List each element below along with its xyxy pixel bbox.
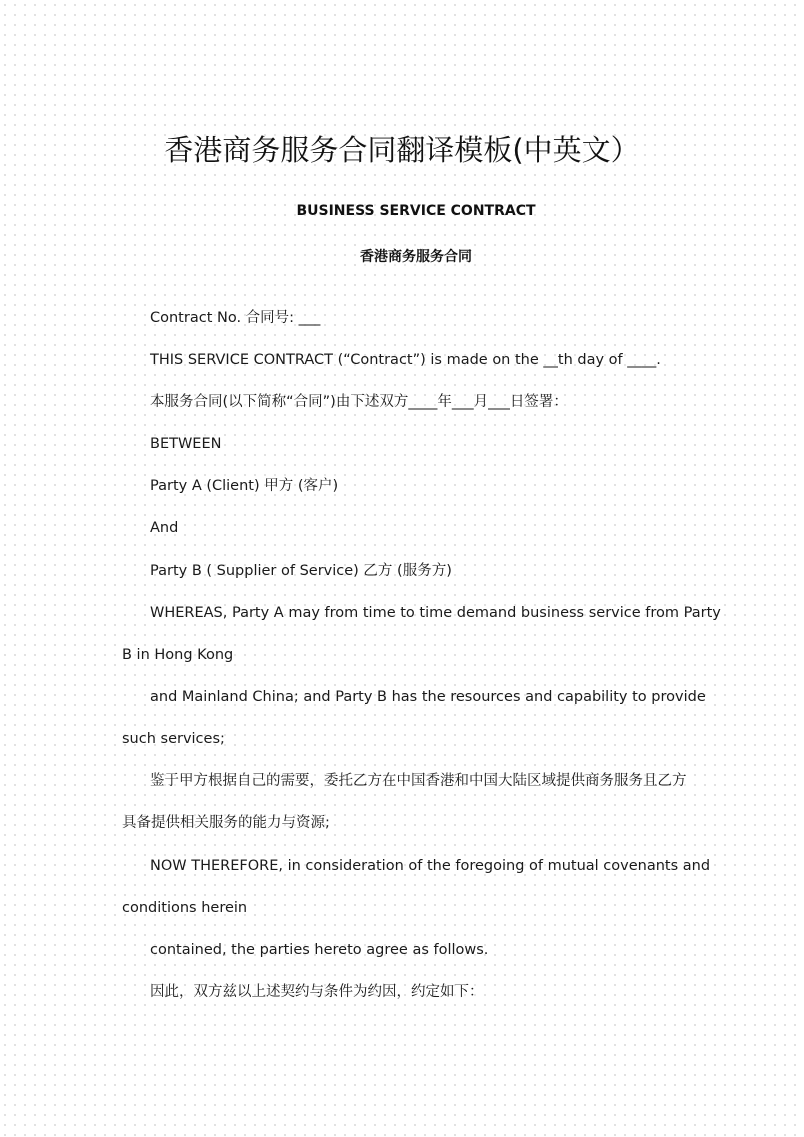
document-title: 香港商务服务合同翻译模板(中英文）: [164, 133, 640, 167]
now-therefore-line-2: conditions herein: [122, 900, 248, 916]
whereas-line-3: and Mainland China; and Party B has the resources and capability to provide: [150, 689, 706, 705]
contract-number-line: Contract No. 合同号: ___: [150, 310, 321, 326]
party-b-line: Party B ( Supplier of Service) 乙方 (服务方): [150, 563, 452, 579]
whereas-cn-line-2: 具备提供相关服务的能力与资源;: [122, 815, 330, 831]
now-therefore-line-1: NOW THEREFORE, in consideration of the foregoing of mutual covenants and: [150, 858, 711, 874]
contract-title-en: BUSINESS SERVICE CONTRACT: [296, 203, 536, 219]
whereas-line-1: WHEREAS, Party A may from time to time demand business service from Party: [150, 605, 721, 621]
whereas-cn-line-1: 鉴于甲方根据自己的需要，委托乙方在中国香港和中国大陆区域提供商务服务且乙方: [150, 773, 687, 789]
contract-date-en: THIS SERVICE CONTRACT (“Contract”) is made on the __th day of ____.: [150, 352, 661, 368]
whereas-line-2: B in Hong Kong: [122, 647, 234, 663]
now-therefore-line-3: contained, the parties hereto agree as follows.: [150, 942, 489, 958]
contract-title-cn: 香港商务服务合同: [360, 249, 472, 265]
and-line: And: [150, 520, 179, 536]
agreement-cn-line: 因此，双方兹以上述契约与条件为约因，约定如下：: [150, 984, 484, 1000]
whereas-line-4: such services;: [122, 731, 225, 747]
between-heading: BETWEEN: [150, 436, 222, 452]
contract-date-cn: 本服务合同(以下简称“合同”)由下述双方____年___月___日签署：: [150, 394, 568, 410]
party-a-line: Party A (Client) 甲方 (客户): [150, 478, 339, 494]
